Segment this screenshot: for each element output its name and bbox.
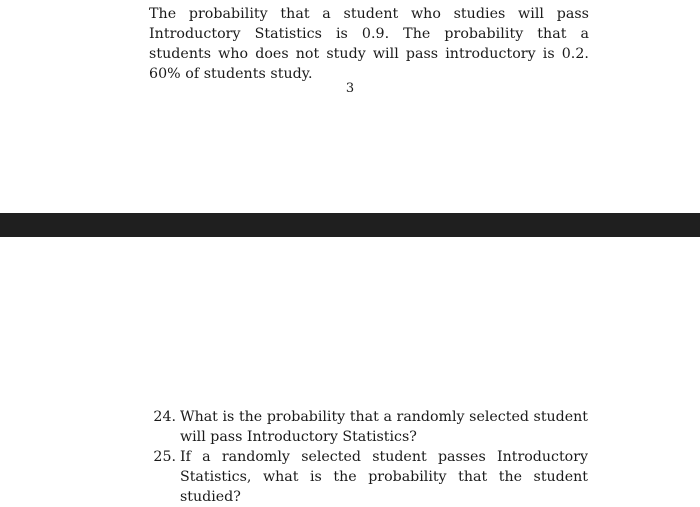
- question-item-25: [152, 447, 588, 507]
- question-number: 25.: [153, 449, 176, 465]
- page-number: 3: [345, 81, 355, 96]
- question-number: 24.: [153, 409, 176, 425]
- page-divider: [0, 213, 700, 237]
- problem-statement: The probability that a student who studies will pass Introductory Statistics is 0.9. The probability that a students who does not study will pass introductory is 0.2. 60% of students study.: [149, 6, 589, 82]
- question-text: If a randomly selected student passes Introductory Statistics, what is the probability that the student studied?: [180, 449, 588, 505]
- page-top-section: [0, 0, 700, 213]
- question-item-24: [152, 407, 588, 447]
- question-list: [152, 407, 588, 507]
- question-text: What is the probability that a randomly selected student will pass Introductory Statistics?: [180, 409, 588, 445]
